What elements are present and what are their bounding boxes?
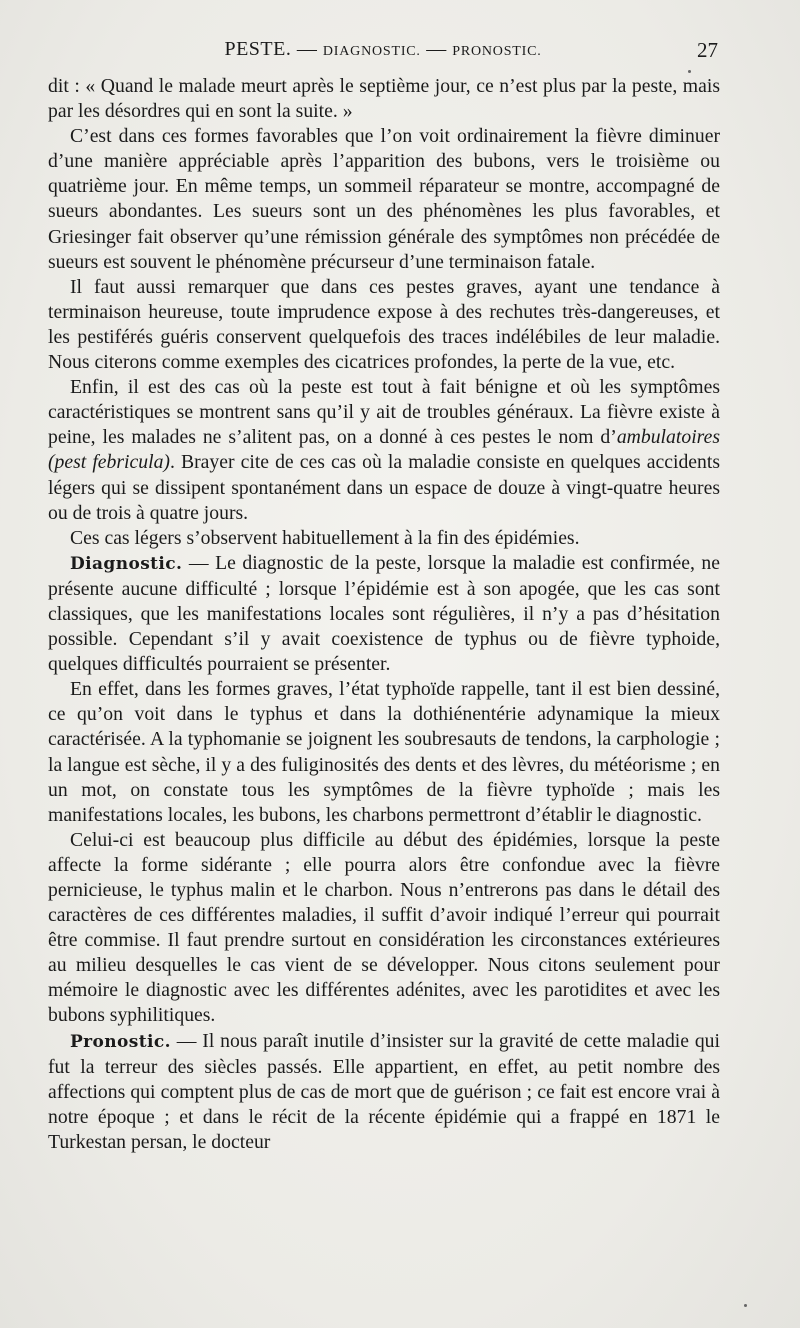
paper-speck — [744, 1304, 747, 1307]
paragraph: dit : « Quand le malade meurt après le septième jour, ce n’est plus par la peste, mais par les désordres qui en sont la suite. » — [48, 75, 720, 123]
paragraph-text: . Brayer cite de ces cas où la maladie consiste en quelques accidents légers qui se dissipent spontanément dans un espace de douze à vingt-quatre heures ou de trois à quatre jours. — [48, 451, 721, 524]
paper-speck — [688, 70, 691, 73]
paragraph: C’est dans ces formes favorables que l’on voit ordinairement la fièvre diminuer d’une manière appréciable après l’apparition des bubons, vers le troisième ou quatrième jour. En même temps, un sommeil réparateur se montre, accompagné de sueurs abondantes. Les sueurs sont un des phénomènes les plus favorables, et Griesinger fait observer qu’une rémission générale des symptômes non précédée de sueurs est souvent le phénomène précurseur d’une terminaison fatale. — [48, 125, 720, 273]
paragraph-pronostic — [48, 1029, 720, 1155]
running-head-pronostic: PRONOSTIC. — [452, 44, 542, 59]
running-head-separator: — — [291, 38, 323, 60]
running-head-main: PESTE. — [224, 38, 292, 60]
running-head — [48, 38, 718, 64]
paragraph-text: Enfin, il est des cas où la peste est tout à fait bénigne et où les symptômes caractéristiques se montrent sans qu’il y ait de troubles généraux. La fièvre existe à peine, les malades ne s’alitent pas, on a donné à ces pestes le nom d’ — [48, 376, 720, 449]
running-head-diagnostic: DIAGNOSTIC. — [322, 44, 421, 59]
italic-term: ambulatoires (pest febricula) — [48, 426, 720, 474]
paragraph: Ces cas légers s’observent habituellement à la fin des épidémies. — [70, 526, 580, 549]
paragraph — [48, 375, 720, 526]
paragraph: Celui-ci est beaucoup plus difficile au début des épidémies, lorsque la peste affecte la forme sidérante ; elle pourra alors être confondue avec la fièvre pernicieuse, le typhus malin et le charbon. Nous n’entrerons pas dans le détail des caractères de ces différentes maladies, il suffit d’avoir indiqué l’erreur qui pourrait être commise. Il faut prendre surtout en considération les circonstances extérieures au milieu desquelles le cas vient de se développer. Nous citons seulement pour mémoire le diagnostic avec les différentes adénites, avec les parotidites et avec les bubons syphilitiques. — [48, 828, 720, 1027]
running-head-title — [48, 38, 718, 61]
paragraph-text: — Le diagnostic de la peste, lorsque la maladie est confirmée, ne présente aucune difficulté ; lorsque l’épidémie est à son apogée, que les cas sont classiques, que les manifestations locales sont régulières, il n’y a pas d’hésitation possible. Cependant s’il y avait coexistence de typhus ou de fièvre typhoide, quelques difficultés pourraient se présenter. — [48, 551, 720, 676]
paragraph: Il faut aussi remarquer que dans ces pestes graves, ayant une tendance à terminaison heureuse, toute imprudence expose à des rechutes très-dangereuses, et les pestiférés guéris conservent quelquefois des traces indélébiles de leur maladie. Nous citerons comme exemples des cicatrices profondes, la perte de la vue, etc. — [48, 275, 720, 374]
section-heading-diagnostic: Diagnostic. — [70, 553, 183, 574]
page-number: 27 — [697, 38, 718, 62]
paragraph: En effet, dans les formes graves, l’état typhoïde rappelle, tant il est bien dessiné, ce qu’on voit dans le typhus et dans la dothiénentérie adynamique la mieux caractérisée. A la typhomanie se joignent les soubresauts de tendons, la carphologie ; la langue est sèche, il y a des fuliginosités des dents et des lèvres, du météorisme ; en un mot, on constate tous les symptômes de la fièvre typhoïde ; mais les manifestations locales, les bubons, les charbons permettront d’établir le diagnostic. — [48, 678, 720, 826]
paragraph-text: — Il nous paraît inutile d’insister sur la gravité de cette maladie qui fut la terreur des siècles passés. Elle appartient, en effet, au petit nombre des affections qui comptent plus de cas de mort que de guérison ; ce fait est encore vrai à notre époque ; et dans le récit de la récente épidémie qui a frappé en 1871 le Turkestan persan, le docteur — [48, 1029, 720, 1153]
paragraph-diagnostic — [48, 551, 720, 677]
running-head-separator: — — [420, 38, 453, 60]
section-heading-pronostic: Pronostic. — [70, 1031, 171, 1052]
body-text — [48, 74, 720, 1155]
